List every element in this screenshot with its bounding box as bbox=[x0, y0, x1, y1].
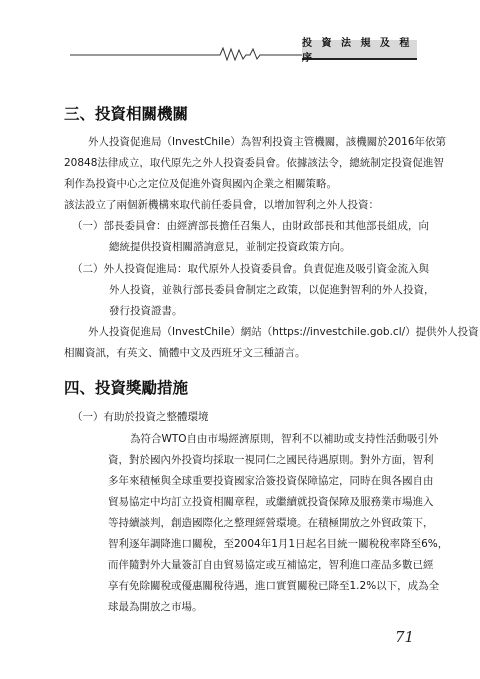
text-line: 該法設立了兩個新機構來取代前任委員會，以增加智利之外人投資： bbox=[64, 199, 379, 211]
section-heading-investment-incentives: 四、投資獎勵措施 bbox=[64, 378, 189, 397]
list-item-ministers-committee bbox=[72, 216, 429, 258]
text-line: （一）部長委員會：由經濟部長擔任召集人，由財政部長和其他部長組成，向 bbox=[72, 220, 429, 232]
text-line: 相關資訊，有英文、簡體中文及西班牙文三種語言。 bbox=[64, 347, 306, 359]
text-line: 多年來積極與全球重要投資國家洽簽投資保障協定，同時在與各國自由 bbox=[108, 475, 434, 487]
text-line: 20848法律成立，取代原先之外人投資委員會。依據該法令，總統制定投資促進智 bbox=[64, 157, 444, 169]
text-line: 為符合WTO自由市場經濟原則，智利不以補助或支持性活動吸引外 bbox=[130, 433, 439, 445]
text-line: 利作為投資中心之定位及促進外資與國內企業之相關策略。 bbox=[64, 178, 337, 190]
page-number: 71 bbox=[395, 628, 415, 646]
text-line: 智利逐年調降進口關稅，至2004年1月1日起名目統一關稅稅率降至6%， bbox=[108, 538, 449, 550]
paragraph-environment-body bbox=[108, 450, 448, 618]
text-line: 等持續談判，創造國際化之整理經營環境。在積極開放之外貿政策下， bbox=[108, 517, 434, 529]
text-line: 外人投資促進局（InvestChile）網站（https://investchile.gob.cl/）提供外人投資 bbox=[88, 326, 479, 338]
paragraph-website-info bbox=[88, 322, 479, 343]
paragraph-investchile-intro bbox=[88, 132, 446, 153]
text-line: 外人投資促進局（InvestChile）為智利投資主管機關，該機關於2016年依第 bbox=[88, 136, 447, 148]
text-line: （二）外人投資促進局：取代原外人投資委員會。負責促進及吸引資金流入與 bbox=[72, 263, 429, 275]
paragraph-website-info-cont bbox=[64, 343, 306, 364]
text-line: 貿易協定中均訂立投資相關章程，或繼續就投資保障及服務業市場進入 bbox=[108, 496, 434, 508]
text-line: 球最為開放之市場。 bbox=[108, 601, 203, 613]
paragraph-investchile-intro-cont bbox=[64, 153, 444, 216]
text-line: 總統提供投資相關諮詢意見，並制定投資政策方向。 bbox=[109, 241, 351, 253]
text-line: 而伴隨對外大量簽訂自由貿易協定或互補協定，智利進口產品多數已經 bbox=[108, 559, 434, 571]
text-line: 發行投資證書。 bbox=[109, 305, 183, 317]
list-item-investment-agency bbox=[72, 259, 435, 322]
text-line: 享有免除關稅或優惠關稅待遇，進口實質關稅已降至1.2%以下，成為全 bbox=[108, 580, 440, 592]
running-header-title: 投 資 法 規 及 程 序 bbox=[302, 40, 417, 60]
paragraph-environment-first-line bbox=[130, 429, 439, 450]
text-line: 資，對於國內外投資均採取一視同仁之國民待遇原則。對外方面，智利 bbox=[108, 454, 434, 466]
text-line: 外人投資，並執行部長委員會制定之政策，以促進對智利的外人投資， bbox=[109, 284, 435, 296]
section-heading-investment-agencies: 三、投資相關機關 bbox=[64, 104, 189, 123]
subsection-heading-overall-environment: （一）有助於投資之整體環境 bbox=[72, 411, 209, 423]
